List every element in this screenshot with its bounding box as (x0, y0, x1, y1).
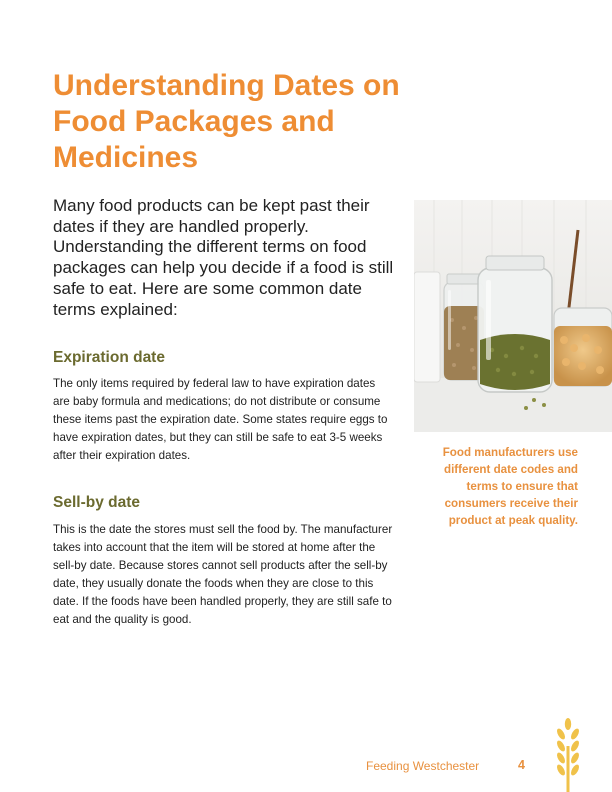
jars-illustration (414, 200, 612, 432)
sell-by-date-body: This is the date the stores must sell the food by. The manufacturer takes into account that the item will be stored at home after the sell-by date. Because stores cannot sell products after the sell-by date, they usually donate the foods when they are close to this date. If the foods have been handled properly, they are still safe to eat and the quality is good. (53, 523, 393, 626)
sell-by-date-heading: Sell-by date (53, 494, 140, 511)
page-number: 4 (518, 758, 525, 772)
footer-organization: Feeding Westchester (366, 759, 480, 773)
wheat-icon (550, 718, 586, 792)
expiration-date-heading: Expiration date (53, 349, 165, 366)
expiration-date-body: The only items required by federal law to have expiration dates are baby formula and medications; do not distribute or consume these items past the expiration date. Some states require eggs to have expiration dates, but they can still be safe to eat 3-5 weeks after their expiration dates. (53, 377, 388, 462)
page-title: Understanding Dates on Food Packages and Medicines (53, 69, 400, 174)
food-jars-photo (414, 200, 612, 432)
photo-caption: Food manufacturers use different date codes and terms to ensure that consumers receive their product at peak quality. (442, 446, 578, 527)
intro-paragraph: Many food products can be kept past their dates if they are handled properly. Understanding the different terms on food packages can help you decide if a food is still safe to eat. Here are some common date terms explained: (53, 196, 394, 319)
